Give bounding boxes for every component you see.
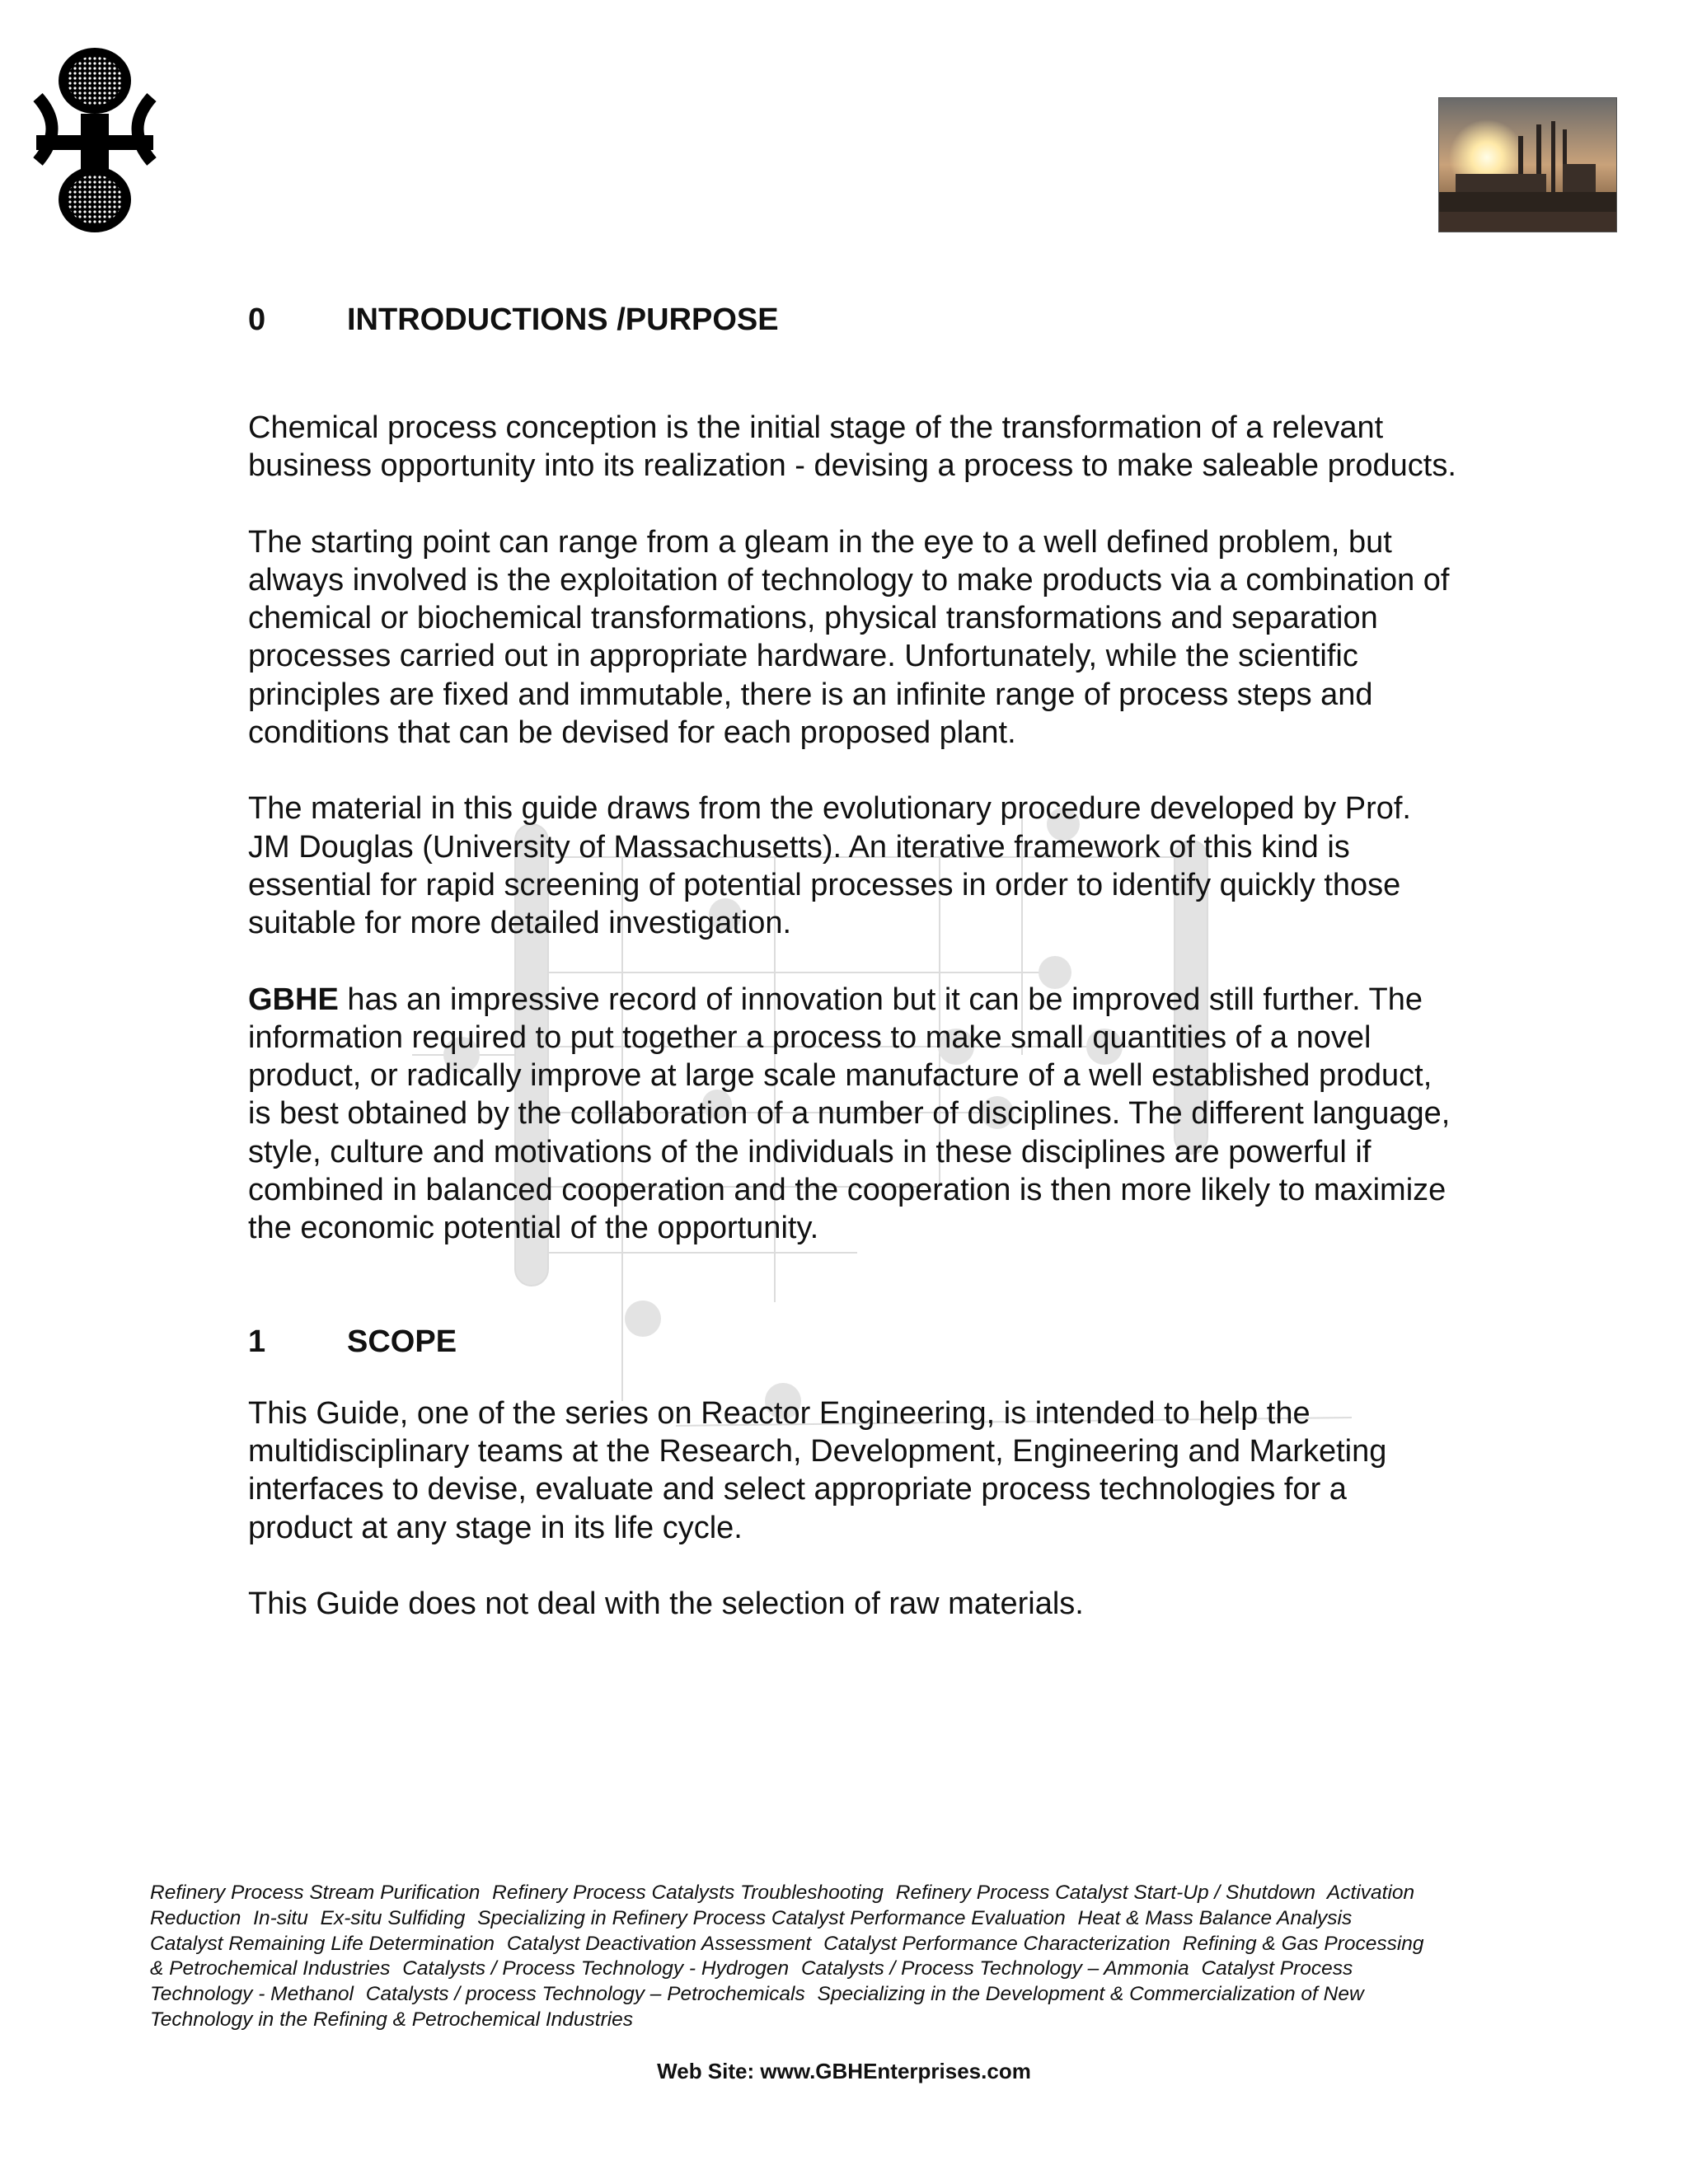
section-number: 1: [248, 1324, 266, 1360]
service-item: Reduction: [150, 1906, 241, 1929]
section-number: 0: [248, 302, 266, 337]
scope-paragraph: This Guide, one of the series on Reactor Engineering, is intended to help the multidisciplinary teams at the Research, Development, Engineering and Marketing interfaces to devise, evaluate and select appropriate process technologies for a product at any stage in its life cycle.: [248, 1395, 1387, 1545]
service-item: Refinery Process Catalyst Start-Up / Shutdown: [895, 1882, 1316, 1904]
service-item: Catalysts / Process Technology - Hydrogen: [402, 1957, 790, 1980]
service-item: Catalysts / Process Technology – Ammonia: [800, 1957, 1189, 1980]
service-item: Catalyst Process Technology - Methanol: [150, 1957, 1353, 2006]
service-item: In-situ: [253, 1906, 308, 1929]
service-item: Specializing in Refinery Process Catalyst Performance Evaluation: [477, 1906, 1066, 1929]
service-item: Catalyst Remaining Life Determination: [150, 1932, 495, 1955]
section-heading-scope: [248, 1319, 1460, 1366]
scope-paragraph: This Guide does not deal with the selection of raw materials.: [248, 1586, 1084, 1621]
service-item: Refinery Process Catalysts Troubleshooting: [492, 1882, 884, 1904]
service-item: Activation: [1326, 1882, 1415, 1904]
gbhe-paragraph: [248, 981, 1460, 1248]
refinery-photo: [1438, 97, 1617, 232]
website-link[interactable]: Web Site: www.GBHEnterprises.com: [657, 2059, 1031, 2083]
intro-paragraph: The starting point can range from a gleam in the eye to a well defined problem, but always involved is the exploitation of technology to make products via a combination of chemical or biochemical transformations, physical transformations and separation processes carried out in appropriate hardware. Unfortunately, while the scientific principles are fixed and immutable, there is an infinite range of process steps and conditions that can be devised for each proposed plant.: [248, 524, 1450, 751]
section-title-bold: PURPOSE: [625, 302, 779, 337]
service-item: Catalyst Deactivation Assessment: [506, 1932, 812, 1955]
services-list: [150, 1881, 1436, 2033]
service-item: Refinery Process Stream Purification: [150, 1882, 481, 1904]
service-item: Refining & Gas Processing & Petrochemical Industries: [150, 1932, 1424, 1980]
section-heading-intro: [248, 297, 1460, 343]
service-item: Catalyst Performance Characterization: [823, 1932, 1170, 1955]
company-logo: [33, 46, 157, 236]
section-title-plain: INTRODUCTIONS /: [347, 302, 626, 337]
document-body: [248, 297, 1460, 1623]
service-item: Ex-situ Sulfiding: [320, 1906, 466, 1929]
service-item: Catalysts / process Technology – Petrochemicals: [365, 1983, 805, 2006]
service-item: Heat & Mass Balance Analysis: [1077, 1906, 1353, 1929]
intro-paragraph: The material in this guide draws from the evolutionary procedure developed by Prof. JM Douglas (University of Massachusetts). An iterative framework of this kind is essential for rapid screening of potential processes in order to identify quickly those suitable for more detailed investigation.: [248, 791, 1411, 941]
intro-paragraph: Chemical process conception is the initial stage of the transformation of a relevant business opportunity into its realization - devising a process to make saleable products.: [248, 410, 1456, 484]
gbhe-name: GBHE: [248, 982, 339, 1017]
section-title-bold: SCOPE: [347, 1324, 457, 1360]
gbhe-paragraph-text: has an impressive record of innovation but it can be improved still further. The information required to put together a process to make small quantities of a novel product, or radically improve at large scale manufacture of a well established product, is best obtained by the collaboration of a number of disciplines. The different language, style, culture and motivations of the individuals in these disciplines are powerful if combined in balanced cooperation and the cooperation is then more likely to maximize the economic potential of the opportunity.: [248, 982, 1451, 1246]
service-item: Specializing in the Development & Commercialization of New Technology in the Refining & Petrochemical Industries: [150, 1983, 1364, 2031]
